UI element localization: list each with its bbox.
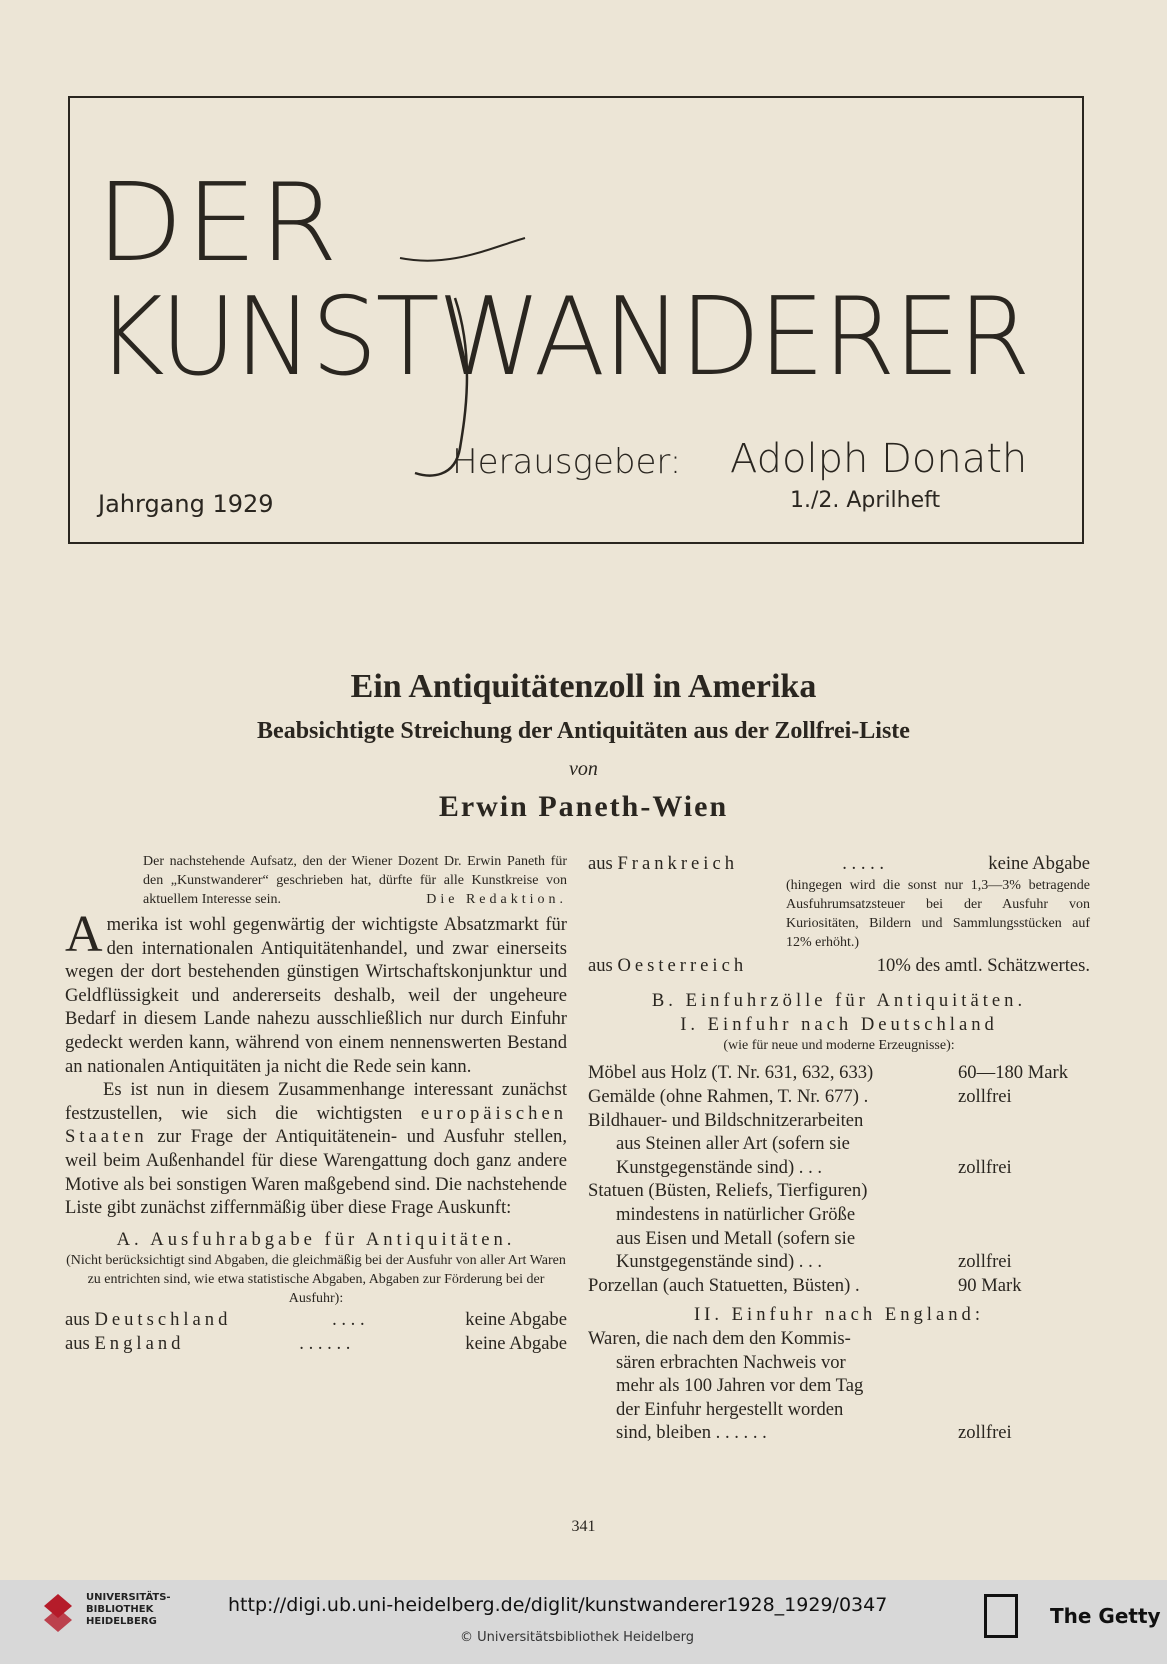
import-item-value: zollfrei bbox=[958, 1422, 1012, 1444]
import-item-label: aus Steinen aller Art (sofern sie bbox=[616, 1133, 850, 1155]
import-item-value: zollfrei bbox=[958, 1156, 1012, 1178]
import-item-value bbox=[958, 1179, 1090, 1203]
article-author: Erwin Paneth-Wien bbox=[438, 790, 729, 823]
row-prefix: aus bbox=[588, 853, 613, 874]
germany-import-list bbox=[588, 1061, 1090, 1297]
import-item-value bbox=[958, 1398, 1090, 1422]
page-number: 341 bbox=[571, 1518, 596, 1535]
import-item bbox=[588, 1421, 1090, 1445]
import-item-label: Möbel aus Holz (T. Nr. 631, 632, 633) bbox=[588, 1062, 874, 1084]
footer-bar bbox=[0, 1580, 1167, 1664]
import-item-value bbox=[958, 1203, 1090, 1227]
import-item bbox=[588, 1250, 1090, 1274]
row-value: 10% des amtl. Schätzwertes. bbox=[876, 954, 1090, 976]
import-item-value: 90 Mark bbox=[958, 1274, 1022, 1296]
import-item bbox=[588, 1061, 1090, 1085]
row-dots: . . . . bbox=[332, 1309, 365, 1331]
england-import-list bbox=[588, 1327, 1090, 1445]
import-item-label: Gemälde (ohne Rahmen, T. Nr. 677) . bbox=[588, 1085, 869, 1107]
publisher-name: Adolph Donath bbox=[730, 436, 1028, 482]
article-title: Ein Antiquitätenzoll in Amerika bbox=[350, 668, 817, 705]
import-item-label: sären erbrachten Nachweis vor bbox=[616, 1351, 846, 1373]
row-dots: . . . . . bbox=[842, 853, 885, 874]
import-item-value bbox=[958, 1374, 1090, 1398]
import-item-value bbox=[958, 1132, 1090, 1156]
article-subtitle: Beabsichtigte Streichung der Antiquitäten aus der Zollfrei-Liste bbox=[257, 718, 910, 744]
row-value: keine Abgabe bbox=[988, 853, 1090, 874]
row-prefix: aus bbox=[65, 1332, 90, 1354]
import-item-value bbox=[958, 1109, 1090, 1133]
france-note: (hingegen wird die sonst nur 1,3—3% betragende Ausfuhrumsatzsteuer bei der Ausfuhr von Kuriositäten, Bildern und Sammlungsstücken auf 12% erhöht.) bbox=[786, 877, 1090, 950]
volume-label: Jahrgang 1929 bbox=[98, 490, 274, 518]
row-value: keine Abgabe bbox=[465, 1309, 567, 1331]
import-item-value: zollfrei bbox=[958, 1251, 1012, 1273]
row-country: Oesterreich bbox=[617, 954, 748, 976]
import-item bbox=[588, 1179, 1090, 1203]
publisher-label: Herausgeber: bbox=[452, 442, 682, 482]
masthead-title-line1: DER bbox=[96, 161, 341, 286]
masthead-title-line2: KUNSTWANDERER bbox=[96, 275, 1029, 400]
section-b-sub2: II. Einfuhr nach England: bbox=[693, 1304, 984, 1326]
import-item bbox=[588, 1351, 1090, 1375]
library-name: UNIVERSITÄTS- BIBLIOTHEK HEIDELBERG bbox=[86, 1592, 171, 1627]
row-country: Deutschland bbox=[94, 1309, 232, 1331]
import-item bbox=[588, 1109, 1090, 1133]
export-row-england bbox=[65, 1332, 567, 1356]
import-item-label: Porzellan (auch Statuetten, Büsten) . bbox=[588, 1274, 860, 1296]
import-item-value bbox=[958, 1327, 1090, 1351]
import-item bbox=[588, 1132, 1090, 1156]
section-b-sub1: I. Einfuhr nach Deutschland bbox=[680, 1013, 998, 1035]
import-item-label: Statuen (Büsten, Reliefs, Tierfiguren) bbox=[588, 1180, 868, 1202]
import-item bbox=[588, 1203, 1090, 1227]
import-item bbox=[588, 1156, 1090, 1180]
section-a-note: (Nicht berücksichtigt sind Abgaben, die gleichmäßig bei der Ausfuhr von aller Art Waren zu entrichten sind, wie etwa statistische Abgaben, Abgaben zur Förderung bei der Ausfuhr): bbox=[66, 1253, 566, 1307]
editor-note bbox=[143, 852, 567, 909]
partner-name: The Getty bbox=[1050, 1604, 1161, 1628]
import-item-label: Kunstgegenstände sind) . . . bbox=[616, 1251, 823, 1273]
import-item-value: 60—180 Mark bbox=[958, 1062, 1069, 1084]
import-item-label: der Einfuhr hergestellt worden bbox=[616, 1398, 844, 1420]
import-item-value bbox=[958, 1351, 1090, 1375]
export-row-germany bbox=[65, 1308, 567, 1332]
export-row-austria bbox=[588, 954, 1090, 978]
import-item bbox=[588, 1374, 1090, 1398]
masthead-frame bbox=[68, 96, 1084, 544]
paragraph-1 bbox=[65, 906, 567, 1078]
paragraph-2 bbox=[65, 1078, 567, 1220]
import-item-label: sind, bleiben . . . . . . bbox=[616, 1422, 767, 1444]
paragraph-2-text-c: zur Frage der Antiquitätenein- und Ausfuhr stellen, weil beim Außenhandel für diese Warengattung doch ganz andere Motive als bei sonstigen Waren maßgebend sind. Die nachstehende Liste gibt zunächst ziffernmäßig über diese Frage Auskunft: bbox=[65, 1126, 568, 1219]
right-column bbox=[588, 852, 1090, 1445]
import-item-label: Bildhauer- und Bildschnitzerarbeiten bbox=[588, 1109, 864, 1131]
section-a-heading: A. Ausfuhrabgabe für Antiquitäten. bbox=[116, 1228, 516, 1250]
import-item-label: aus Eisen und Metall (sofern sie bbox=[616, 1227, 856, 1249]
row-dots: . . . . . . bbox=[299, 1332, 351, 1354]
paragraph-1-text: merika ist wohl gegenwärtig der wichtigste Absatzmarkt für den internationalen Antiquitätenhandel, und zwar einerseits wegen der dort bestehenden günstigen Wirtschaftskonjunktur und Geldflüssigkeit und andererseits deshalb, weil der ungeheure Bedarf in diesem Lande nahezu ausschließlich nur durch Einfuhr gedeckt werden kann, während von einem nennenswerten Bestand an nationalen Antiquitäten ja nicht die Rede sein kann. bbox=[65, 914, 567, 1077]
export-row-france bbox=[588, 852, 1090, 876]
section-b-heading: B. Einfuhrzölle für Antiquitäten. bbox=[651, 990, 1027, 1012]
import-item bbox=[588, 1398, 1090, 1422]
import-item-label: mindestens in natürlicher Größe bbox=[616, 1203, 856, 1225]
import-item-label: mehr als 100 Jahren vor dem Tag bbox=[616, 1375, 864, 1397]
paragraph-2-text-a: Es ist nun in diesem Zusammenhange interessant zunächst festzustellen, wie sich die wichtigsten bbox=[65, 1079, 567, 1124]
row-value: keine Abgabe bbox=[465, 1332, 567, 1354]
row-country: England bbox=[94, 1332, 185, 1354]
import-item-label: Waren, die nach dem den Kommis- bbox=[588, 1327, 851, 1349]
getty-logo-icon bbox=[984, 1594, 1018, 1638]
paragraph-2-emphasis: europäischen Staaten bbox=[65, 1102, 567, 1148]
issue-label: 1./2. Aprilheft bbox=[790, 488, 941, 513]
row-country: Frankreich bbox=[617, 853, 738, 874]
import-item bbox=[588, 1085, 1090, 1109]
row-prefix: aus bbox=[65, 1309, 90, 1331]
import-item-value bbox=[958, 1227, 1090, 1251]
section-b-sub1-note: (wie für neue und moderne Erzeugnisse): bbox=[723, 1038, 955, 1054]
import-item bbox=[588, 1227, 1090, 1251]
import-item bbox=[588, 1274, 1090, 1298]
editor-note-text: Der nachstehende Aufsatz, den der Wiener Dozent Dr. Erwin Paneth für den „Kunstwanderer“ geschrieben hat, dürfte für alle Kunstkreise von aktuellem Interesse sein. bbox=[143, 854, 567, 907]
editor-note-signature: Die Redaktion. bbox=[426, 892, 567, 907]
left-column bbox=[65, 852, 567, 1356]
row-prefix: aus bbox=[588, 954, 613, 976]
library-logo-icon bbox=[40, 1590, 78, 1636]
article-byline: von bbox=[569, 758, 598, 780]
copyright-text: © Universitätsbibliothek Heidelberg bbox=[460, 1630, 695, 1645]
import-item-value: zollfrei bbox=[958, 1085, 1012, 1107]
import-item bbox=[588, 1327, 1090, 1351]
source-url-link[interactable]: http://digi.ub.uni-heidelberg.de/diglit/kunstwanderer1928_1929/0347 bbox=[228, 1594, 888, 1616]
import-item-label: Kunstgegenstände sind) . . . bbox=[616, 1156, 823, 1178]
drop-cap: A bbox=[65, 906, 103, 963]
